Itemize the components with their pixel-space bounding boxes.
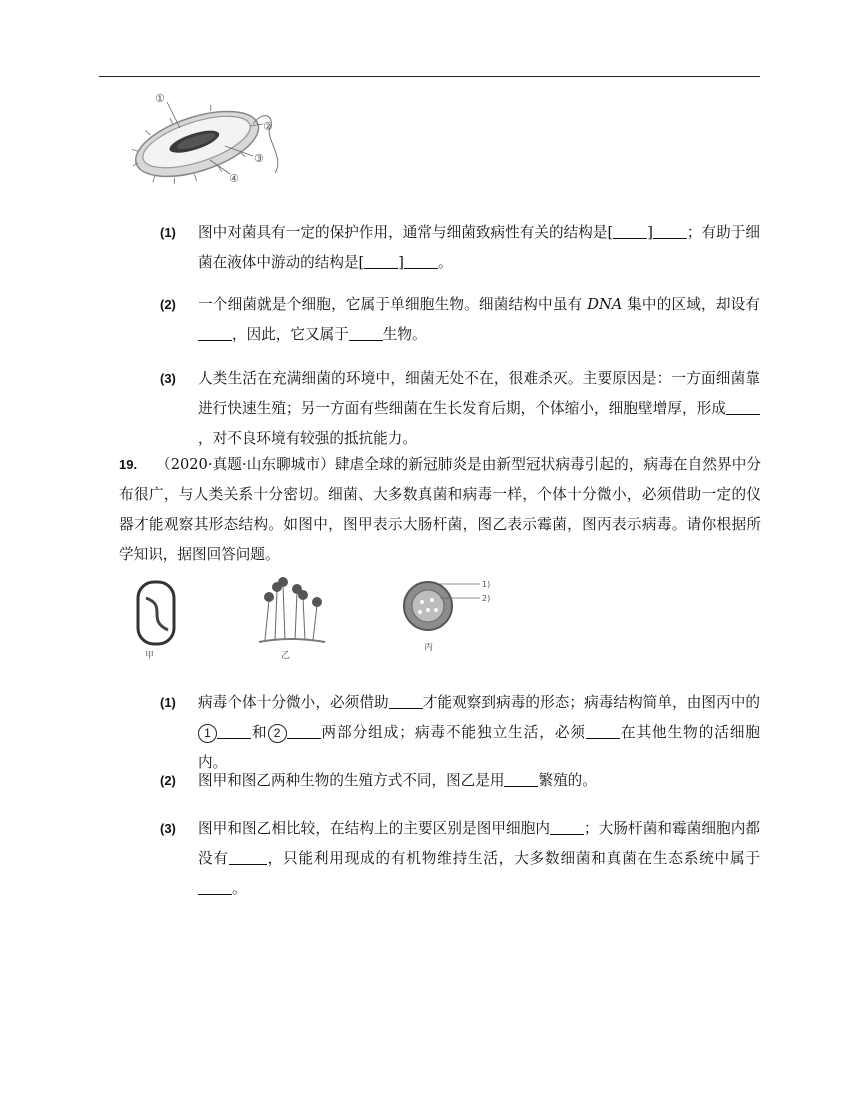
answer-blank[interactable] <box>404 254 438 269</box>
virus-label-1: 1) <box>482 580 491 589</box>
text-segment: 生物。 <box>382 326 427 343</box>
answer-blank[interactable] <box>726 400 760 415</box>
label-3: ③ <box>254 152 264 165</box>
answer-blank[interactable] <box>198 880 232 895</box>
text-segment: 繁殖的。 <box>538 772 597 789</box>
part-number: (2) <box>160 297 176 312</box>
q18-part-3 <box>160 364 760 454</box>
answer-blank[interactable] <box>550 820 584 835</box>
text-segment: 和 <box>251 724 268 741</box>
header-rule <box>99 76 760 77</box>
text-segment: ，只能利用现成的有机物维持生活，大多数细菌和真菌在生态系统中属于 <box>266 850 760 867</box>
text-segment: 人类生活在充满细菌的环境中，细菌无处不在，很难杀灭。主要原因是：一方面细菌靠 <box>198 370 760 387</box>
text-segment: 两部分组成；病毒不能独立生活，必须 <box>320 724 586 741</box>
fig-label-a: 甲 <box>145 651 155 661</box>
text-segment: 图甲和图乙相比较，在结构上的主要区别是图甲细胞内 <box>198 820 551 837</box>
dna-term: DNA <box>587 296 623 313</box>
virus-diagram <box>400 572 500 662</box>
ecoli-diagram <box>128 578 188 663</box>
question-text: （2020·真题·山东聊城市）肆虐全球的新冠肺炎是由新型冠状病毒引起的，病毒在自然界中分布很广，与人类关系十分密切。细菌、大多数真菌和病毒一样，个体十分微小，必须借助一定的仪器才能观察其形态结构。如图中，图甲表示大肠杆菌，图乙表示霉菌，图丙表示病毒。请你根据所学知识，据图回答问题。 <box>119 456 761 563</box>
answer-blank[interactable] <box>229 850 267 865</box>
text-segment: 。 <box>437 254 453 271</box>
text-segment: ；有助于细菌在液体中游动的结构是[ <box>198 224 760 271</box>
text-segment: ，因此，它又属于 <box>232 326 349 343</box>
answer-blank[interactable] <box>613 224 647 239</box>
answer-blank[interactable] <box>653 224 687 239</box>
virus-label-2: 2) <box>482 594 491 603</box>
q18-part-2 <box>160 290 760 350</box>
text-segment: 一个细菌就是个细胞，它属于单细胞生物。细菌结构中虽有 <box>198 296 583 313</box>
text-segment: 图甲和图乙两种生物的生殖方式不同，图乙是用 <box>198 772 505 789</box>
label-4: ④ <box>229 172 239 185</box>
text-segment: ；大肠杆菌和霉菌细胞内都没有 <box>198 820 760 867</box>
q18-part-1 <box>160 218 760 278</box>
question-number: 19. <box>119 457 138 472</box>
text-segment: 集中的区域，却设有 <box>627 296 761 313</box>
text-segment: 病毒个体十分微小，必须借助 <box>198 694 389 711</box>
text-segment: ] <box>398 254 404 271</box>
fig-label-b: 乙 <box>281 651 291 661</box>
text-segment: ，对不良环境有较强的抵抗能力。 <box>198 430 417 447</box>
part-number: (1) <box>160 695 176 710</box>
answer-blank[interactable] <box>287 724 321 739</box>
part-number: (3) <box>160 821 176 836</box>
q19-part-2 <box>160 766 760 796</box>
bacteria-diagram <box>125 88 295 188</box>
answer-blank[interactable] <box>364 254 398 269</box>
circle-number-1: 1 <box>198 724 217 743</box>
label-2: ② <box>263 120 273 133</box>
text-segment: 图中对菌具有一定的保护作用，通常与细菌致病性有关的结构是[ <box>198 224 614 241</box>
answer-blank[interactable] <box>504 772 538 787</box>
text-segment: ] <box>647 224 653 241</box>
part-number: (2) <box>160 773 176 788</box>
fig-label-c: 丙 <box>424 643 434 653</box>
text-segment: 。 <box>232 880 247 897</box>
mold-diagram <box>255 570 330 662</box>
q19-part-1 <box>160 688 760 778</box>
answer-blank[interactable] <box>217 724 251 739</box>
answer-blank[interactable] <box>389 694 423 709</box>
part-number: (1) <box>160 225 176 240</box>
circle-number-2: 2 <box>268 724 287 743</box>
question-19 <box>99 450 761 570</box>
answer-blank[interactable] <box>586 724 620 739</box>
text-segment: 才能观察到病毒的形态；病毒结构简单，由图丙中的 <box>422 694 760 711</box>
answer-blank[interactable] <box>349 326 383 341</box>
label-1: ① <box>155 92 165 105</box>
answer-blank[interactable] <box>198 326 232 341</box>
text-segment: 在其他生物的活细胞内。 <box>198 724 760 771</box>
q19-part-3 <box>160 814 760 904</box>
text-segment: 进行快速生殖；另一方面有些细菌在生长发育后期，个体缩小，细胞壁增厚，形成 <box>198 400 726 417</box>
part-number: (3) <box>160 371 176 386</box>
